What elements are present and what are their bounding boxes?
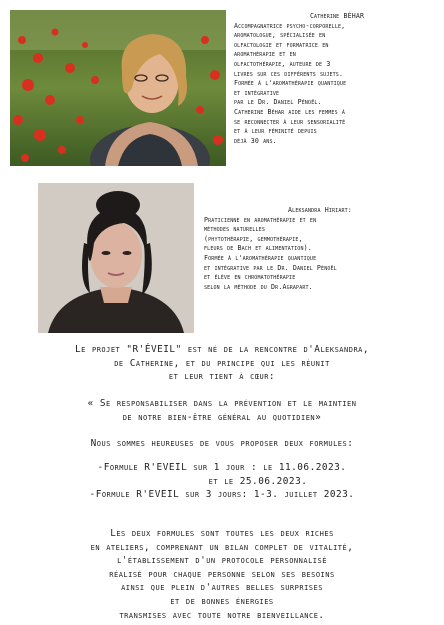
bio-line: méthodes naturelles	[204, 225, 266, 234]
intro-line: et leur tient à cœur:	[168, 371, 276, 383]
intro-line: de Catherine, et du principe qui les réunit	[114, 357, 330, 369]
bio-line: et intégrative	[234, 88, 280, 97]
project-intro	[0, 343, 444, 384]
bio-line: Praticienne en aromathérapie et en	[204, 215, 317, 224]
bio-line: Formée à l'aromathérapie quantique	[204, 253, 317, 262]
offer-line: Nous sommes heureuses de vous proposer deux formules:	[90, 438, 354, 449]
closing-line: ainsi que plein d'autres belles surprises	[121, 582, 323, 594]
closing-line: et de bonnes énergies	[170, 595, 274, 607]
bio-line: olfactologie et formatrice en	[234, 40, 329, 49]
bio-line: Accompagnatrice psycho-corporelle,	[234, 21, 346, 30]
bio-line: Formée à l'aromathérapie quantique	[234, 79, 347, 88]
intro-line: Le projet "R'ÉVEIL" est né de la rencontre d'Aleksandra,	[74, 344, 370, 355]
bio-line: aromathérapie et en	[234, 50, 296, 59]
portrait-photo-aleksandra	[38, 183, 194, 333]
quote-line: de notre bien-être général au quotidien»	[122, 411, 322, 423]
profile-name: Catherine BÉHAR	[309, 12, 365, 20]
closing-line: en ateliers, comprenant un bilan complet de vitalité,	[90, 541, 354, 553]
bio-line: et élève en chromatothérapie	[204, 273, 296, 282]
bio-line: fleurs de Bach et alimentation).	[204, 244, 312, 253]
formula-line: et le 25.06.2023.	[208, 475, 308, 487]
quote-line: « Se responsabiliser dans la prévention et le maintien	[87, 398, 357, 409]
closing-paragraph	[0, 527, 444, 622]
bio-line: déjà 30 ans.	[234, 136, 277, 145]
formula-line: -Formule R'EVEIL sur 1 jour : le 11.06.2023.	[97, 462, 347, 473]
profile-name: Aleksandra Hiriart:	[288, 206, 352, 214]
offer-heading	[0, 437, 444, 451]
bio-line: par le Dr. Daniel Pénoël.	[234, 98, 322, 107]
project-quote	[0, 397, 444, 424]
portrait-photo-catherine	[10, 10, 226, 166]
bio-line: livres sur ces différents sujets.	[234, 69, 344, 78]
bio-line: et intégrative par le Dr. Daniel Pénoël	[204, 263, 337, 272]
closing-line: réalisé pour chaque personne selon ses besoins	[109, 568, 335, 580]
formula-list	[0, 461, 444, 502]
bio-line: et à leur féminité depuis	[234, 127, 317, 136]
formula-line: -Formule R'EVEIL sur 3 jours: 1-3. juillet 2023.	[89, 489, 355, 501]
bio-line: (phytothérapie, gemmothérapie,	[204, 234, 303, 243]
bio-line: se reconnecter à leur sensorialité	[234, 117, 346, 126]
bio-aleksandra	[204, 206, 436, 292]
bio-line: aromatologue, spécialisée en	[234, 31, 326, 40]
bio-line: olfactothérapie, auteure de 3	[234, 59, 331, 68]
closing-line: l'établissement d'un protocole personnalisé	[117, 555, 327, 567]
bio-catherine	[234, 12, 440, 146]
bio-line: Catherine Béhar aide les femmes à	[234, 107, 346, 116]
closing-line: transmises avec toute notre bienveillance.	[119, 609, 325, 621]
closing-line: Les deux formules sont toutes les deux riches	[110, 528, 334, 539]
bio-line: selon la méthode du Dr.Agrapart.	[204, 282, 313, 291]
